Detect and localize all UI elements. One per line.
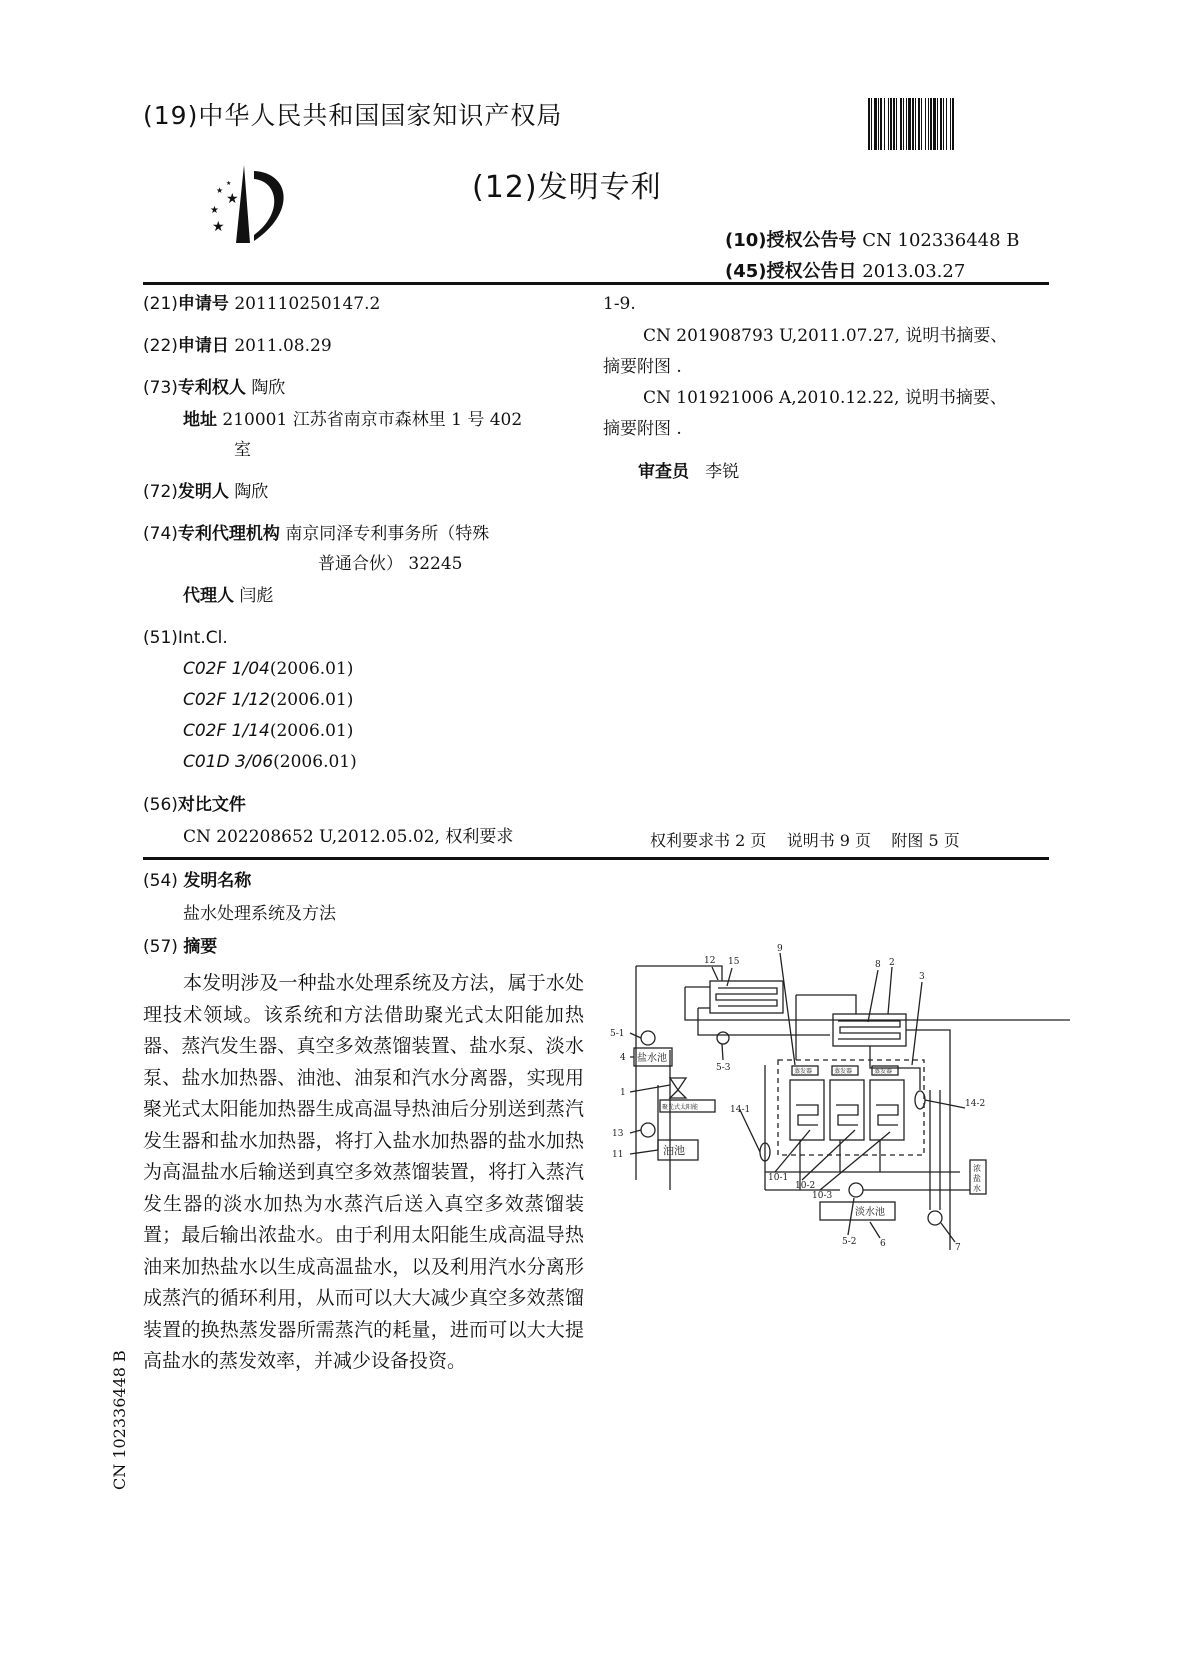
- citation-3-line1: CN 101921006 A,2010.12.22, 说明书摘要、: [643, 388, 1007, 408]
- ipc-class: C01D 3/06: [183, 752, 274, 772]
- application-number: 201110250147.2: [234, 294, 381, 314]
- field-label: 发明名称: [183, 871, 252, 891]
- inventor-row: [143, 481, 268, 503]
- label-7: 7: [955, 1243, 961, 1253]
- examiner: 李锐: [705, 462, 740, 482]
- label-15: 15: [728, 957, 740, 967]
- label-2: 2: [889, 958, 895, 968]
- effect-1: [790, 1080, 824, 1140]
- citation-1-line1: CN 202208652 U,2012.05.02, 权利要求: [183, 827, 514, 847]
- label-10-2: 10-2: [795, 1181, 816, 1191]
- oil-pool-label: 油池: [663, 1144, 685, 1157]
- label-14-1: 14-1: [730, 1105, 751, 1115]
- invention-title: 盐水处理系统及方法: [183, 904, 336, 924]
- field-code: (51): [143, 628, 178, 648]
- ipc-entry: [183, 659, 353, 679]
- citation-1-line2: 1-9.: [603, 294, 636, 314]
- ipc-version: (2006.01): [269, 690, 354, 710]
- cnipa-logo-icon: [196, 163, 306, 245]
- ipc-class: C02F 1/14: [183, 721, 270, 741]
- document-type: (12)发明专利: [472, 170, 662, 205]
- agency-line2: 普通合伙） 32245: [318, 554, 463, 574]
- label-6: 6: [880, 1239, 886, 1249]
- field-label: 申请号: [177, 294, 229, 314]
- field-code: (73): [143, 378, 178, 398]
- label-10-1: 10-1: [768, 1173, 789, 1183]
- field-label: 专利代理机构: [177, 524, 280, 544]
- label-9: 9: [777, 944, 783, 954]
- agent-row: [183, 585, 273, 607]
- label-12: 12: [704, 956, 716, 966]
- label-3: 3: [919, 972, 925, 982]
- field-code: (21): [143, 294, 178, 314]
- label-13: 13: [612, 1129, 624, 1139]
- brine-heater: [710, 981, 783, 1013]
- field-code: (74): [143, 524, 178, 544]
- ipc-class: C02F 1/12: [183, 690, 270, 710]
- label-8: 8: [875, 960, 881, 970]
- publication-number-row: [725, 226, 1020, 252]
- agent: 闫彪: [239, 586, 274, 606]
- ipc-version: (2006.01): [273, 752, 357, 772]
- pump-7: [928, 1211, 942, 1225]
- abstract-figure: [610, 940, 1070, 1260]
- conc-brine-label-3: 水: [973, 1184, 981, 1193]
- svg-text:★: ★: [226, 180, 232, 187]
- field-label: 对比文件: [177, 795, 246, 815]
- field-label: 摘要: [183, 937, 218, 957]
- pump-5-1: [641, 1031, 655, 1045]
- address-line2: 室: [234, 440, 251, 460]
- ipc-class: C02F 1/04: [183, 659, 270, 679]
- field-code: (54): [143, 871, 178, 891]
- publication-number: CN 102336448 B: [862, 230, 1020, 251]
- inventor: 陶欣: [234, 482, 269, 502]
- agency-line1: 南京同泽专利事务所（特殊: [285, 524, 490, 544]
- fresh-pool-label: 淡水池: [855, 1207, 885, 1218]
- citation-2-line1: CN 201908793 U,2011.07.27, 说明书摘要、: [643, 326, 1008, 346]
- invention-title-header: [143, 870, 251, 892]
- ipc-entry: [183, 721, 353, 741]
- label-5-2: 5-2: [842, 1237, 857, 1247]
- publication-number-label: (10)授权公告号: [725, 230, 857, 251]
- barcode-icon: [868, 98, 1040, 150]
- field-label: 申请日: [177, 336, 229, 356]
- label-1: 1: [620, 1088, 626, 1098]
- solar-heater-label: 聚光式太阳能: [662, 1104, 699, 1111]
- field-label: 发明人: [177, 482, 229, 502]
- patentee-row: [143, 377, 285, 399]
- ipc-version: (2006.01): [269, 659, 354, 679]
- label-10-3: 10-3: [812, 1191, 833, 1201]
- separator-14-2: [915, 1091, 925, 1109]
- barcode-bar: [952, 98, 954, 150]
- field-label: 审查员: [638, 462, 689, 482]
- field-label: 专利权人: [177, 378, 246, 398]
- citation-3-line2: 摘要附图 .: [603, 419, 682, 439]
- ipc-entry: [183, 690, 353, 710]
- pump-5-2: [849, 1183, 863, 1197]
- svg-text:★: ★: [210, 205, 219, 216]
- svg-text:★: ★: [226, 191, 239, 207]
- citation-2-line2: 摘要附图 .: [603, 357, 682, 377]
- address-row: [183, 409, 522, 431]
- svg-text:★: ★: [216, 186, 224, 195]
- effect-2-label: 蒸发器: [834, 1068, 853, 1075]
- publication-date-label: (45)授权公告日: [725, 261, 857, 282]
- address-line1: 210001 江苏省南京市森林里 1 号 402: [222, 410, 523, 430]
- label-5-3: 5-3: [716, 1063, 731, 1073]
- field-label: 代理人: [183, 586, 234, 606]
- conc-brine-label-2: 盐: [973, 1174, 981, 1183]
- application-number-row: [143, 293, 380, 315]
- biblio-divider: [143, 857, 1049, 860]
- field-code: (56): [143, 795, 178, 815]
- field-label: Int.Cl.: [177, 628, 228, 648]
- field-code: (72): [143, 482, 178, 502]
- side-publication-number: CN 102336448 B: [110, 1350, 129, 1490]
- effect-1-label: 蒸发器: [794, 1068, 813, 1075]
- office-name: (19)中华人民共和国国家知识产权局: [143, 101, 563, 130]
- steam-generator: [833, 1014, 906, 1046]
- svg-text:★: ★: [212, 219, 225, 235]
- publication-date-row: [725, 257, 965, 283]
- conc-brine-label-1: 浓: [973, 1164, 981, 1173]
- pump-5-3: [717, 1032, 729, 1044]
- pump-13: [641, 1123, 655, 1137]
- ipc-version: (2006.01): [269, 721, 354, 741]
- application-date-row: [143, 335, 332, 357]
- effect-2: [830, 1080, 864, 1140]
- application-date: 2011.08.29: [234, 336, 332, 356]
- field-code: (57): [143, 937, 178, 957]
- citations-header-row: [143, 794, 246, 816]
- label-4: 4: [620, 1053, 626, 1063]
- ipc-header-row: [143, 627, 228, 649]
- publication-date: 2013.03.27: [862, 261, 966, 282]
- examiner-row: [638, 461, 739, 483]
- page-counts: 权利要求书 2 页 说明书 9 页 附图 5 页: [650, 831, 960, 850]
- abstract-header: [143, 936, 217, 958]
- effect-3-label: 蒸发器: [874, 1068, 893, 1075]
- field-label: 地址: [183, 410, 217, 430]
- effect-3: [870, 1080, 904, 1140]
- label-11: 11: [612, 1150, 624, 1160]
- field-code: (22): [143, 336, 178, 356]
- agency-row: [143, 523, 489, 545]
- header-divider: [143, 282, 1049, 285]
- abstract-text: 本发明涉及一种盐水处理系统及方法，属于水处理技术领域。该系统和方法借助聚光式太阳能加热器、蒸汽发生器、真空多效蒸馏装置、盐水泵、淡水泵、盐水加热器、油池、油泵和汽水分离器，实现用聚光式太阳能加热器生成高温导热油后分别送到蒸汽发生器和盐水加热器，将打入盐水加热器的盐水加热为高温盐水后输送到真空多效蒸馏装置，将打入蒸汽发生器的淡水加热为水蒸汽后送入真空多效蒸馏装置；最后输出浓盐水。由于利用太阳能生成高温导热油来加热盐水以生成高温盐水，以及利用汽水分离形成蒸汽的循环利用，从而可以大大减少真空多效蒸馏装置的换热蒸发器所需蒸汽的耗量，进而可以大大提高盐水的蒸发效率，并减少设备投资。: [143, 972, 584, 1372]
- ipc-entry: [183, 752, 357, 772]
- label-5-1: 5-1: [610, 1029, 625, 1039]
- patentee: 陶欣: [251, 378, 286, 398]
- label-14-2: 14-2: [965, 1099, 986, 1109]
- brine-pool-label: 盐水池: [637, 1053, 667, 1064]
